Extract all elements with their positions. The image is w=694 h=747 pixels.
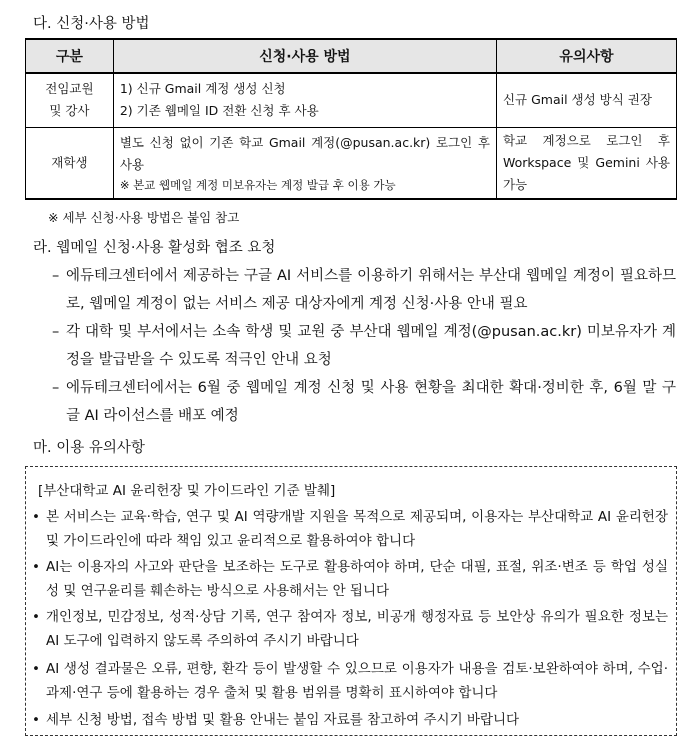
list-item (52, 262, 676, 318)
row-caution: 학교 계정으로 로그인 후 Workspace 및 Gemini 사용 가능 (496, 127, 676, 199)
table-row (26, 127, 677, 199)
row-category: 재학생 (26, 127, 114, 199)
row-method (113, 73, 496, 127)
list-item-text: 각 대학 및 부서에서는 소속 학생 및 교원 중 부산대 웹메일 계정(@pusan.ac.kr) 미보유자가 계정을 발급받을 수 있도록 적극인 안내 요청 (66, 324, 676, 368)
list-item-text: 에듀테크센터에서 제공하는 구글 AI 서비스를 이용하기 위해서는 부산대 웹메일 계정이 필요하므로, 웹메일 계정이 없는 서비스 제공 대상자에게 계정 신청·사용 안내 필요 (66, 268, 676, 312)
method-line: 2) 기존 웹메일 ID 전환 신청 후 사용 (119, 103, 319, 119)
list-item-text: 에듀테크센터에서는 6월 중 웹메일 계정 신청 및 사용 현황을 최대한 확대·정비한 후, 6월 말 구글 AI 라이선스를 배포 예정 (66, 380, 676, 424)
list-item (32, 505, 668, 553)
method-line: 1) 신규 Gmail 계정 생성 신청 (119, 81, 286, 97)
list-item (32, 605, 668, 653)
list-item (32, 555, 668, 603)
dash-marker: – (52, 380, 60, 396)
list-item-text: 본 서비스는 교육·학습, 연구 및 AI 역량개발 지원을 목적으로 제공되며, 이용자는 부산대학교 AI 윤리헌장 및 가이드라인에 따라 책임 있고 윤리적으로 활용하여야 합니다 (46, 509, 668, 549)
list-item (32, 657, 668, 705)
section-da-heading: 다. 신청·사용 방법 (33, 16, 150, 32)
ethics-guideline-box (25, 466, 677, 736)
section-ma-heading: 마. 이용 유의사항 (33, 440, 145, 456)
bullet-marker: • (32, 661, 40, 677)
list-item-text: 개인정보, 민감정보, 성적·상담 기록, 연구 참여자 정보, 비공개 행정자료 등 보안상 유의가 필요한 정보는 AI 도구에 입력하지 않도록 주의하여 주시기 바랍니다 (46, 609, 668, 649)
header-category: 구분 (26, 39, 114, 73)
box-title: [부산대학교 AI 윤리헌장 및 가이드라인 기준 발췌] (38, 483, 336, 499)
header-method: 신청·사용 방법 (113, 39, 496, 73)
table-header-row (26, 39, 677, 73)
list-item (32, 708, 668, 732)
header-caution: 유의사항 (496, 39, 676, 73)
category-label-line1: 전임교원 (45, 81, 94, 97)
bullet-marker: • (32, 559, 40, 575)
section-ra-heading: 라. 웹메일 신청·사용 활성화 협조 요청 (33, 240, 276, 256)
row-category (26, 73, 114, 127)
category-label-line2: 및 강사 (49, 103, 90, 119)
footnote: ※ 세부 신청·사용 방법은 붙임 참고 (48, 210, 240, 225)
list-item-text: AI는 이용자의 사고와 판단을 보조하는 도구로 활용하여야 하며, 단순 대필, 표절, 위조·변조 등 학업 성실성 및 연구윤리를 훼손하는 방식으로 사용해서는 안 됩니다 (46, 559, 668, 599)
method-line: 별도 신청 없이 기존 학교 Gmail 계정(@pusan.ac.kr) 로그인 후 사용 (119, 134, 490, 172)
list-item (52, 318, 676, 374)
bullet-marker: • (32, 509, 40, 525)
row-caution: 신규 Gmail 생성 방식 권장 (496, 73, 676, 127)
list-item-text: AI 생성 결과물은 오류, 편향, 환각 등이 발생할 수 있으므로 이용자가 내용을 검토·보완하여야 하며, 수업·과제·연구 등에 활용하는 경우 출처 및 활용 범위를 명확히 표시하여야 합니다 (46, 661, 668, 701)
dash-marker: – (52, 324, 60, 340)
table-row (26, 73, 677, 127)
bullet-marker: • (32, 712, 40, 728)
list-item (52, 374, 676, 430)
bullet-marker: • (32, 609, 40, 625)
row-method (113, 127, 496, 199)
list-item-text: 세부 신청 방법, 접속 방법 및 활용 안내는 붙임 자료를 참고하여 주시기 바랍니다 (46, 712, 520, 728)
application-method-table (25, 38, 677, 200)
dash-marker: – (52, 268, 60, 284)
method-note: ※ 본교 웹메일 계정 미보유자는 계정 발급 후 이용 가능 (119, 177, 396, 192)
